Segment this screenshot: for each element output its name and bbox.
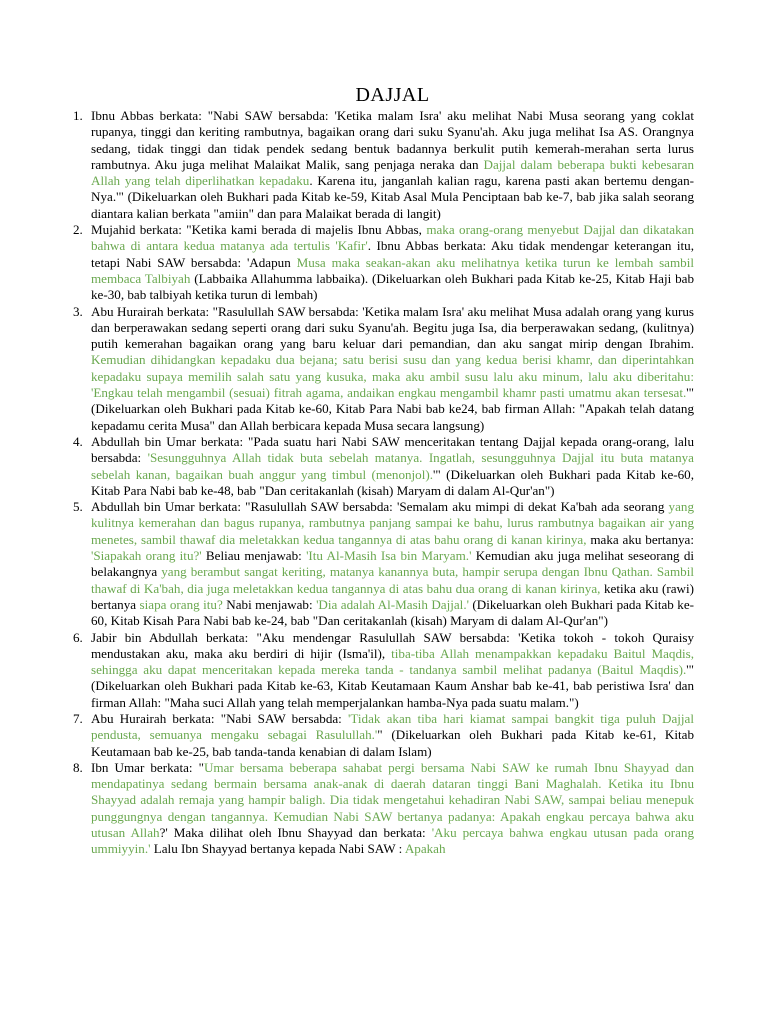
- highlighted-text: 'Itu Al-Masih Isa bin Maryam.': [306, 548, 472, 564]
- body-text: Beliau menjawab:: [201, 548, 307, 564]
- highlighted-text: 'Dia adalah Al-Masih Dajjal.': [316, 596, 469, 612]
- item-number: 3.: [73, 303, 83, 319]
- item-number: 2.: [73, 222, 83, 238]
- item-number: 7.: [73, 710, 83, 726]
- body-text: Jabir bin Abdullah berkata: "Aku mendengar Rasulullah SAW bersabda: 'Ketika tokoh - tokoh Quraisy mendustakan aku, maka aku berdiri di hijir (Isma'il),: [91, 629, 694, 661]
- body-text: " (Dikeluarkan oleh Bukhari pada Kitab ke-61, Kitab Keutamaan bab ke-25, bab tanda-tanda kenabian di dalam Islam): [91, 727, 695, 759]
- body-text: ?' Maka dilihat oleh Ibnu Shayyad dan berkata:: [159, 825, 432, 841]
- highlighted-text: 'Sesungguhnya Allah tidak buta sebelah matanya. Ingatlah, sesungguhnya Dajjal itu buta matanya sebelah kanan, bagaikan buah anggur yang timbul (menonjol).: [91, 450, 694, 482]
- body-text: Abu Hurairah berkata: "Rasulullah SAW bersabda: 'Ketika malam Isra' aku melihat Musa adalah orang yang kurus dan berperawakan sedang seperti orang dari suku Syanu'ah. Begitu juga Isa, dia berperawakan sedang, (kulitnya) putih kemerahan bagaikan orang yang baru keluar dari pemandian, dan aku sangat mirip dengan Ibrahim.: [91, 303, 694, 352]
- highlighted-text: Dajjal dalam beberapa bukti kebesaran Allah yang telah diperlihatkan kepadaku: [91, 156, 694, 189]
- body-text: . Ibnu Abbas berkata: Aku tidak mendengar keterangan itu, tetapi Nabi SAW bersabda: 'Adapun: [91, 238, 694, 270]
- highlighted-text: Umar bersama beberapa sahabat pergi bersama Nabi SAW ke rumah Ibnu Shayyad dan mendapatinya sedang bermain bersama anak-anak di daerah dataran tinggi Bani Maghalah. Ketika itu Ibnu Shayyad adalah remaja yang hampir baligh. Dia tidak mengetahui kehadiran Nabi SAW, sampai beliau menepuk punggungnya dengan tangannya. Kemudian Nabi SAW bertanya padanya: Apakah engkau percaya bahwa aku utusan Allah: [91, 759, 694, 841]
- body-text: Mujahid berkata: "Ketika kami berada di majelis Ibnu Abbas,: [91, 222, 427, 238]
- item-number: 8.: [73, 759, 83, 775]
- body-text: ketika aku (rawi) bertanya: [91, 580, 694, 612]
- body-text: Abu Hurairah berkata: "Nabi SAW bersabda:: [91, 710, 348, 726]
- body-text: '" (Dikeluarkan oleh Bukhari pada Kitab ke-60, Kitab Para Nabi bab ke-48, bab "Dan ceritakanlah (kisah) Maryam di dalam Al-Qur'an"): [91, 466, 694, 498]
- body-text: Abdullah bin Umar berkata: "Pada suatu hari Nabi SAW menceritakan tentang Dajjal kepada orang-orang, lalu bersabda:: [91, 433, 694, 466]
- body-text: Kemudian aku juga melihat seseorang di belakangnya: [91, 548, 695, 580]
- body-text: Ibnu Abbas berkata: "Nabi SAW bersabda: 'Ketika malam Isra' aku melihat Nabi Musa seorang yang coklat rupanya, tinggi dan keriting rambutnya, bagaikan orang dari suku Syanu'ah. Aku juga melihat Isa AS. Orangnya sedang, tidak tinggi dan tidak pendek sedang bentuk badannya berkulit putih kemerah-merahan serta lurus rambutnya. Aku juga melihat Malaikat Malik, sang penjaga neraka dan: [91, 108, 694, 172]
- highlighted-text: Kemudian dihidangkan kepadaku dua bejana; satu berisi susu dan yang kedua berisi khamr, dan diperintahkan kepadaku supaya memilih salah satu yang kusuka, maka aku ambil susu lalu aku minum, lalu aku diberitahu: 'Engkau telah mengambil (sesuai) fitrah agama, andaikan engkau mengambil khamr pasti umatmu akan tersesat.: [91, 352, 694, 401]
- highlighted-text: maka orang-orang menyebut Dajjal dan dikatakan bahwa di antara kedua matanya ada tertulis 'Kafir': [91, 222, 694, 254]
- highlighted-text: yang kulitnya kemerahan dan bagus rupanya, rambutnya panjang sampai ke bahu, lurus rambutnya bagaikan air yang menetes, sambil thawaf dia meletakkan kedua tangannya di atas bahu orang di kanan kirinya,: [91, 499, 694, 547]
- body-text: (Labbaika Allahumma labbaika). (Dikeluarkan oleh Bukhari pada Kitab ke-25, Kitab Haji bab ke-30, bab talbiyah ketika turun di lembah): [91, 270, 694, 303]
- body-text: Nabi menjawab:: [222, 596, 317, 612]
- highlighted-text: siapa orang itu?: [139, 596, 223, 612]
- body-text: maka aku bertanya:: [586, 531, 694, 547]
- body-text: . Karena itu, janganlah kalian ragu, karena pasti akan bertemu dengan-Nya.'" (Dikeluarkan oleh Bukhari pada Kitab ke-59, Kitab Asal Mula Penciptaan bab ke-7, bab jika salah seorang diantara kalian berkata "amiin" dan para Malaikat berada di langit): [91, 173, 694, 221]
- body-text: (Dikeluarkan oleh Bukhari pada Kitab ke-60, Kitab Kisah Para Nabi bab ke-24, bab "Dan ceritakanlah (kisah) Maryam di dalam Al-Qur'an"): [91, 596, 695, 629]
- highlighted-text: tiba-tiba Allah menampakkan kepadaku Baitul Maqdis, sehingga aku dapat menceritakan kepada mereka tanda - tandanya sambil melihat padanya (Baitul Maqdis).: [91, 645, 695, 678]
- highlighted-text: 'Aku percaya bahwa engkau utusan pada orang ummiyyin.': [91, 825, 695, 857]
- body-text: '" (Dikeluarkan oleh Bukhari pada Kitab ke-60, Kitab Para Nabi bab ke24, bab firman Allah: "Apakah telah datang kepadamu cerita Musa" dan Allah berbicara kepada Musa secara langsung): [91, 385, 694, 433]
- body-text: Ibn Umar berkata: ": [91, 759, 204, 775]
- hadith-item: [73, 108, 694, 222]
- highlighted-text: 'Siapakah orang itu?': [91, 548, 202, 564]
- item-number: 4.: [73, 433, 83, 449]
- body-text: Abdullah bin Umar berkata: "Rasulullah SAW bersabda: 'Semalam aku mimpi di dekat Ka'bah ada seorang: [91, 499, 669, 515]
- body-text: '" (Dikeluarkan oleh Bukhari pada Kitab ke-63, Kitab Keutamaan Kaum Anshar bab ke-41, bab peristiwa Isra' dan firman Allah: "Maha suci Allah yang telah memperjalankan hamba-Nya pada suatu malam."): [91, 662, 694, 710]
- hadith-item: [73, 499, 695, 629]
- body-text: Lalu Ibn Shayyad bertanya kepada Nabi SAW :: [150, 841, 405, 857]
- hadith-item: [73, 433, 694, 499]
- highlighted-text: Apakah: [404, 841, 446, 857]
- hadith-item: [73, 759, 695, 858]
- highlighted-text: Musa maka seakan-akan aku melihatnya ketika turun ke lembah sambil membaca Talbiyah: [91, 254, 695, 286]
- hadith-list: [73, 108, 695, 858]
- item-number: 5.: [73, 499, 83, 515]
- hadith-item: [73, 222, 695, 303]
- hadith-item: [73, 303, 694, 434]
- item-number: 1.: [73, 108, 83, 123]
- highlighted-text: yang berambut sangat keriting, matanya kanannya buta, hampir serupa dengan Ibnu Qathan. Sambil thawaf di Ka'bah, dia juga meletakkan kedua tangannya di atas bahu dua orang di kanan kirinya,: [91, 564, 694, 596]
- item-number: 6.: [73, 629, 83, 645]
- highlighted-text: 'Tidak akan tiba hari kiamat sampai bangkit tiga puluh Dajjal pendusta, semuanya mengaku sebagai Rasulullah.': [91, 710, 694, 743]
- hadith-item: [73, 629, 695, 711]
- hadith-item: [73, 710, 695, 760]
- page-title: DAJJAL: [355, 84, 430, 106]
